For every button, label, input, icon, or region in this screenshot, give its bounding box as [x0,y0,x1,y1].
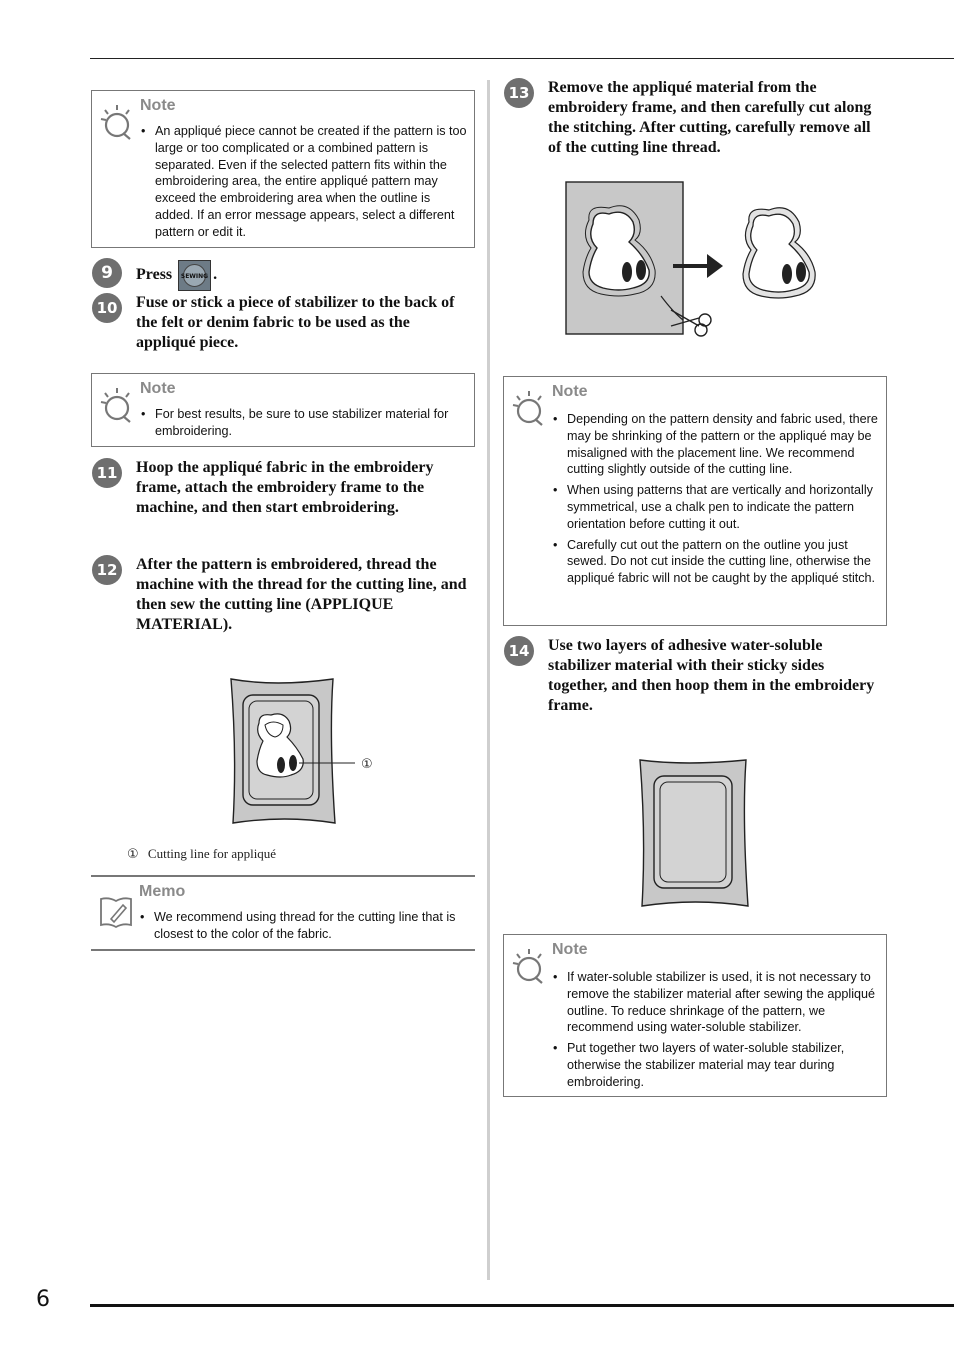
cut-appliqué-figure [563,180,833,340]
caption-text: Cutting line for appliqué [147,846,277,861]
note-title: Note [140,97,176,114]
step-10 [92,293,476,357]
note-item: • When using patterns that are vertically and horizontally symmetrical, use a chalk pen to indicate the pattern orientation before cutting it out. [552,482,880,532]
step-13 [504,78,888,162]
note-box-water-soluble [503,934,887,1097]
note-list [552,411,880,591]
step-number-badge: 10 [92,293,122,323]
note-box-cutting-tips [503,376,887,626]
note-title: Note [552,941,588,958]
step-11 [92,458,476,522]
note-item: • For best results, be sure to use stabilizer material for embroidering. [140,406,468,440]
step-text-period: . [213,266,218,284]
sewing-button-icon[interactable] [178,260,211,291]
step-text: Hoop the appliqué fabric in the embroidery frame, attach the embroidery frame to the machine, and then start embroidering. [136,459,434,516]
note-box-stabilizer [91,373,475,447]
step-number-badge: 13 [504,78,534,108]
lightbulb-note-icon [512,945,546,985]
note-title: Note [140,380,176,397]
step-text: Use two layers of adhesive water-soluble stabilizer material with their sticky sides together, and then hoop them in the embroidery frame. [548,637,875,714]
note-list [140,123,468,245]
memo-box [91,875,475,951]
step-number-badge: 14 [504,636,534,666]
step-text [136,260,217,291]
step-9 [92,258,476,290]
figure-caption [127,846,276,862]
hooped-stabilizer-figure [636,756,754,910]
note-item: • Carefully cut out the pattern on the outline you just sewed. Do not cut inside the cutting line, otherwise the appliqué fabric will not be caught by the appliqué stitch. [552,537,880,587]
note-item: • An appliqué piece cannot be created if the pattern is too large or too complicated or a combined pattern is separated. Even if the selected pattern fits within the embroidering area, the entire appliqué pattern may exceed the embroidering area when the outline is added. If an error message appears, select a different pattern or edit it. [140,123,468,241]
step-14 [504,636,888,720]
hooped-appliqué-figure [225,675,385,830]
lightbulb-note-icon [100,101,134,141]
column-divider [487,80,490,1280]
note-list [552,969,880,1095]
lightbulb-note-icon [100,384,134,424]
memo-title: Memo [139,883,186,900]
lightbulb-note-icon [512,387,546,427]
memo-list [139,909,469,947]
page-number: 6 [36,1287,50,1312]
sewing-button-label: SEWING [181,273,209,280]
note-item: • Put together two layers of water-soluble stabilizer, otherwise the stabilizer material may tear during embroidering. [552,1040,880,1090]
step-text-press: Press [136,266,173,284]
step-text: Remove the appliqué material from the embroidery frame, and then carefully cut along the stitching. After cutting, carefully remove all of the cutting line thread. [548,79,872,156]
note-box-appliqué-limits [91,90,475,248]
header-rule [90,58,954,59]
step-number-badge: 12 [92,555,122,585]
step-text: Fuse or stick a piece of stabilizer to the back of the felt or denim fabric to be used as the appliqué piece. [136,294,455,351]
note-list [140,406,468,444]
step-number-badge: 11 [92,458,122,488]
caption-callout-number: ① [127,847,139,862]
footer-rule [90,1304,954,1307]
note-item: • Depending on the pattern density and fabric used, there may be shrinking of the pattern or the appliqué may be misaligned with the placement line. We recommend cutting slightly outside of the cutting line. [552,411,880,478]
step-text: After the pattern is embroidered, thread the machine with the thread for the cutting line, and then sew the cutting line (APPLIQUE MATERIAL). [136,556,467,633]
note-item: • If water-soluble stabilizer is used, it is not necessary to remove the stabilizer material after sewing the appliqué outline. To reduce shrinkage of the pattern, we recommend using water-soluble stabilizer. [552,969,880,1036]
step-12 [92,555,476,639]
step-number-badge: 9 [92,258,122,288]
memo-item: • We recommend using thread for the cutting line that is closest to the color of the fabric. [139,909,469,943]
note-title: Note [552,383,588,400]
memo-pen-icon [99,889,133,929]
callout-number: ① [361,757,373,772]
